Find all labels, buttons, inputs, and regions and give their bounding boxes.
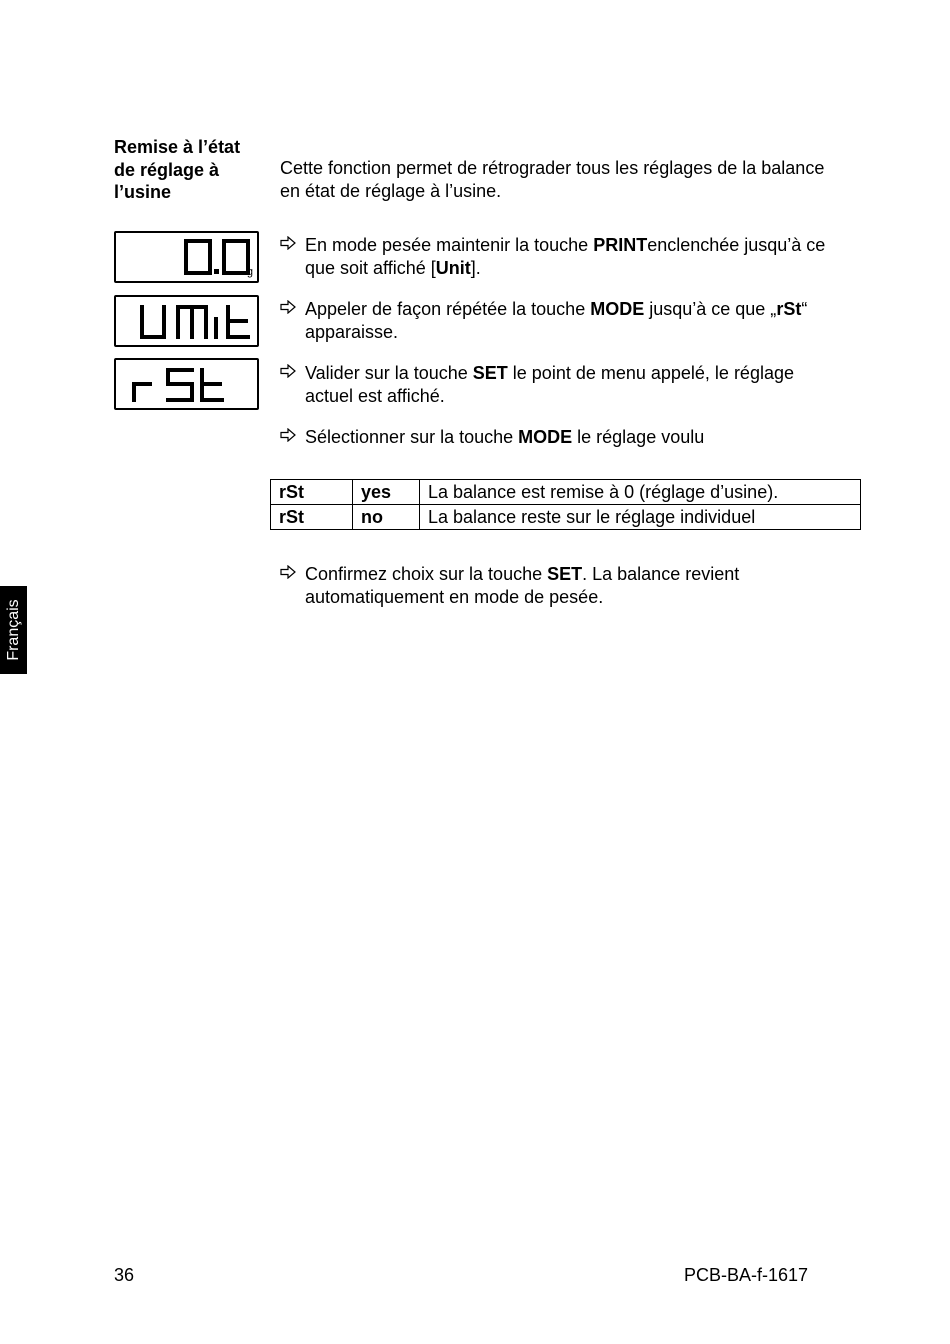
confirm-step	[280, 563, 845, 608]
section-heading: Remise à l’état de réglage à l’usine	[114, 137, 241, 202]
page-number: 36	[114, 1265, 135, 1285]
lcd-readout-unit-icon	[116, 297, 257, 345]
lcd-display-zero	[114, 231, 259, 283]
table-row	[271, 480, 861, 505]
document-code: PCB-BA-f-1617	[683, 1265, 808, 1285]
step-text: Appeler de façon répétée la touche MODE jusqu’à ce que „rSt“ apparaisse.	[305, 299, 808, 342]
table-cell-code: rSt	[271, 480, 353, 505]
table-cell-description: La balance est remise à 0 (réglage d’usine).	[420, 480, 861, 505]
options-table	[270, 479, 861, 530]
step-text: Confirmez choix sur la touche SET. La balance revient automatiquement en mode de pesée.	[305, 564, 740, 607]
step-text: Sélectionner sur la touche MODE le réglage voulu	[305, 427, 705, 447]
language-tab-label: Français	[4, 599, 22, 661]
instruction-step	[280, 298, 845, 343]
lcd-display-unit	[114, 295, 259, 347]
table-cell-code: rSt	[271, 505, 353, 530]
table-cell-description: La balance reste sur le réglage individuel	[420, 505, 861, 530]
table-cell-value: no	[353, 505, 420, 530]
instruction-step	[280, 362, 845, 407]
lcd-readout-zero-icon	[116, 233, 257, 281]
arrow-right-icon	[280, 565, 296, 579]
lcd-unit-label: g	[246, 266, 253, 278]
lcd-display-rst	[114, 358, 259, 410]
table-row	[271, 505, 861, 530]
section-intro: Cette fonction permet de rétrograder tous les réglages de la balance en état de réglage à l’usine.	[280, 158, 825, 201]
step-text: En mode pesée maintenir la touche PRINTenclenchée jusqu’à ce que soit affiché [Unit].	[305, 235, 826, 278]
arrow-right-icon	[280, 428, 296, 442]
table-cell-value: yes	[353, 480, 420, 505]
arrow-right-icon	[280, 364, 296, 378]
arrow-right-icon	[280, 300, 296, 314]
language-tab	[0, 586, 27, 674]
instruction-step	[280, 426, 845, 449]
instruction-step	[280, 234, 845, 279]
lcd-readout-rst-icon	[116, 360, 257, 408]
step-text: Valider sur la touche SET le point de menu appelé, le réglage actuel est affiché.	[305, 363, 794, 406]
arrow-right-icon	[280, 236, 296, 250]
